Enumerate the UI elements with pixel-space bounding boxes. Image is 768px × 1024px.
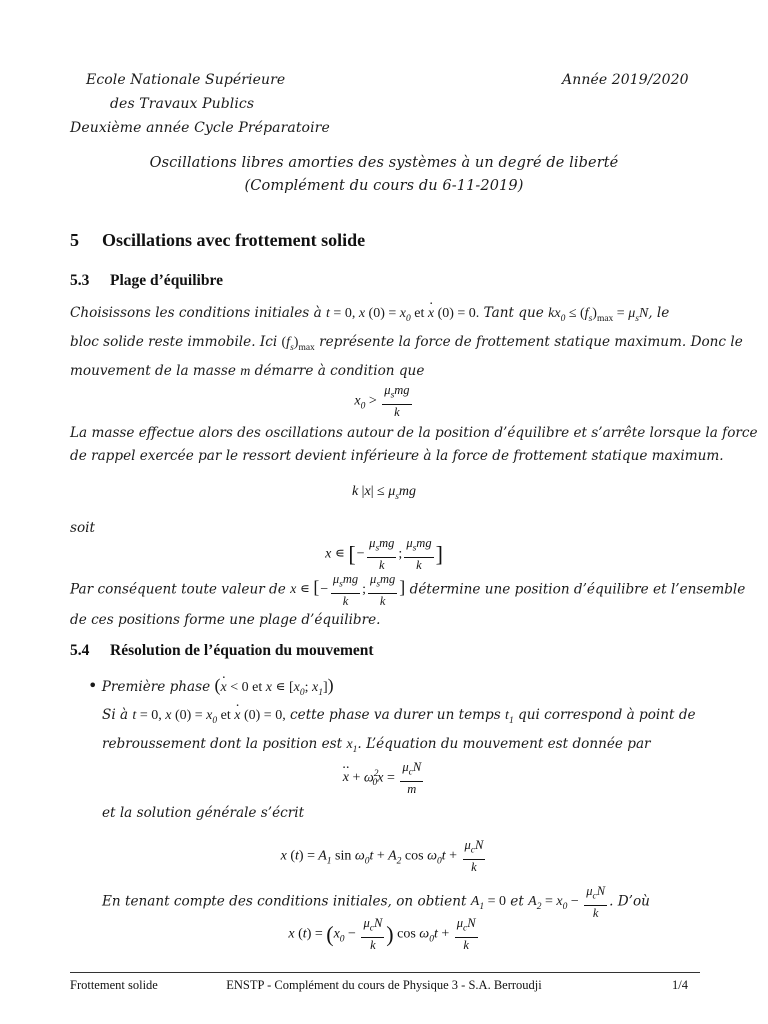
equation-equilibrium-interval: x ∊ [− $\frac{\mu_smg}{k}$ ; $\frac{\mu_smg}{k}$ ] bbox=[325, 536, 443, 572]
bullet-icon: • bbox=[88, 676, 98, 695]
section-number: 5 bbox=[70, 230, 79, 250]
paragraph: Choisissons les conditions initiales à t = 0, x $(0) = x_0$ et · x (0) = 0. Tant que $kx_0 \le (f_s)_{max} = \mu_sN$, le bloc solide reste immobile. Ici $(f_s)_{max}$ représente la force de frottement statique maximum. Donc le mouvement de la masse m démarre à condition que bbox=[70, 302, 700, 383]
paragraph: La masse effectue alors des oscillations autour de la position d’équilibre et s’arrête lorsque la force de rappel exercée par le ressort devient inférieure à la force de frottement statique maximum. bbox=[70, 425, 758, 464]
academic-year: Année 2019/2020 bbox=[562, 72, 689, 88]
subsection-number: 5.3 bbox=[70, 272, 90, 289]
paragraph: En tenant compte des conditions initiales, on obtient $A_1 = 0$ et $A_2 = x_0$ − $\frac{\mu_cN}{k}$ . D’où bbox=[102, 884, 650, 920]
footer-center: ENSTP - Complément du cours de Physique 3 - S.A. Berroudji bbox=[226, 978, 542, 992]
document-subtitle: (Complément du cours du 6-11-2019) bbox=[244, 178, 524, 194]
page-number: 1/4 bbox=[672, 978, 688, 992]
document-title: Oscillations libres amorties des systèmes à un degré de liberté bbox=[149, 155, 619, 171]
section-title: Oscillations avec frottement solide bbox=[102, 230, 366, 250]
equation-start-condition: $x_0$ > $\frac{\mu_smg}{k}$ bbox=[354, 383, 410, 419]
paragraph: Si à t = 0, x $(0) = x_0$ et · x (0) = 0, cette phase va durer un temps $t_1$ qui correspond à point de rebroussement dont la position est $x_1$. L’équation du mouvement est donnée par bbox=[102, 704, 702, 762]
bullet-first-phase: • Première phase (· x < 0 et x ∊ [$x_0$; $x_1$]) bbox=[88, 674, 334, 705]
equation-stop-condition: k $|x| \le \mu_smg$ bbox=[351, 484, 417, 502]
subsection-number: 5.4 bbox=[70, 642, 90, 659]
equation-general-solution: x $(t) = A_1$ $\sin \omega_0t + A_2$ $\cos \omega_0t$ + $\frac{\mu_cN}{k}$ bbox=[280, 838, 484, 874]
footer-left: Frottement solide bbox=[70, 978, 158, 992]
footer-divider bbox=[70, 972, 700, 973]
equation-motion: ·· $x + \omega^2_0x$ = $\frac{\mu_cN}{m}$ bbox=[0, 760, 768, 797]
paragraph: Par conséquent toute valeur de x ∊ [− $\frac{\mu_smg}{k}$ ; $\frac{\mu_smg}{k}$ ] détermine une position d’équilibre et l’ensemble de ces positions forme une plage d’équilibre. bbox=[70, 572, 746, 628]
subsection-title: Plage d’équilibre bbox=[110, 272, 223, 289]
paragraph: et la solution générale s’écrit bbox=[102, 805, 305, 821]
class-level: Deuxième année Cycle Préparatoire bbox=[70, 120, 330, 136]
subsection-title: Résolution de l’équation du mouvement bbox=[110, 642, 374, 659]
equation-particular-solution: x $(t) = (x_0$ − $\frac{\mu_cN}{k}$ ) $\cos \omega_0t$ + $\frac{\mu_cN}{k}$ bbox=[288, 916, 476, 952]
school-name-line1: Ecole Nationale Supérieure bbox=[86, 72, 286, 88]
soit-label: soit bbox=[70, 520, 95, 536]
school-name-line2: des Travaux Publics bbox=[110, 96, 255, 112]
